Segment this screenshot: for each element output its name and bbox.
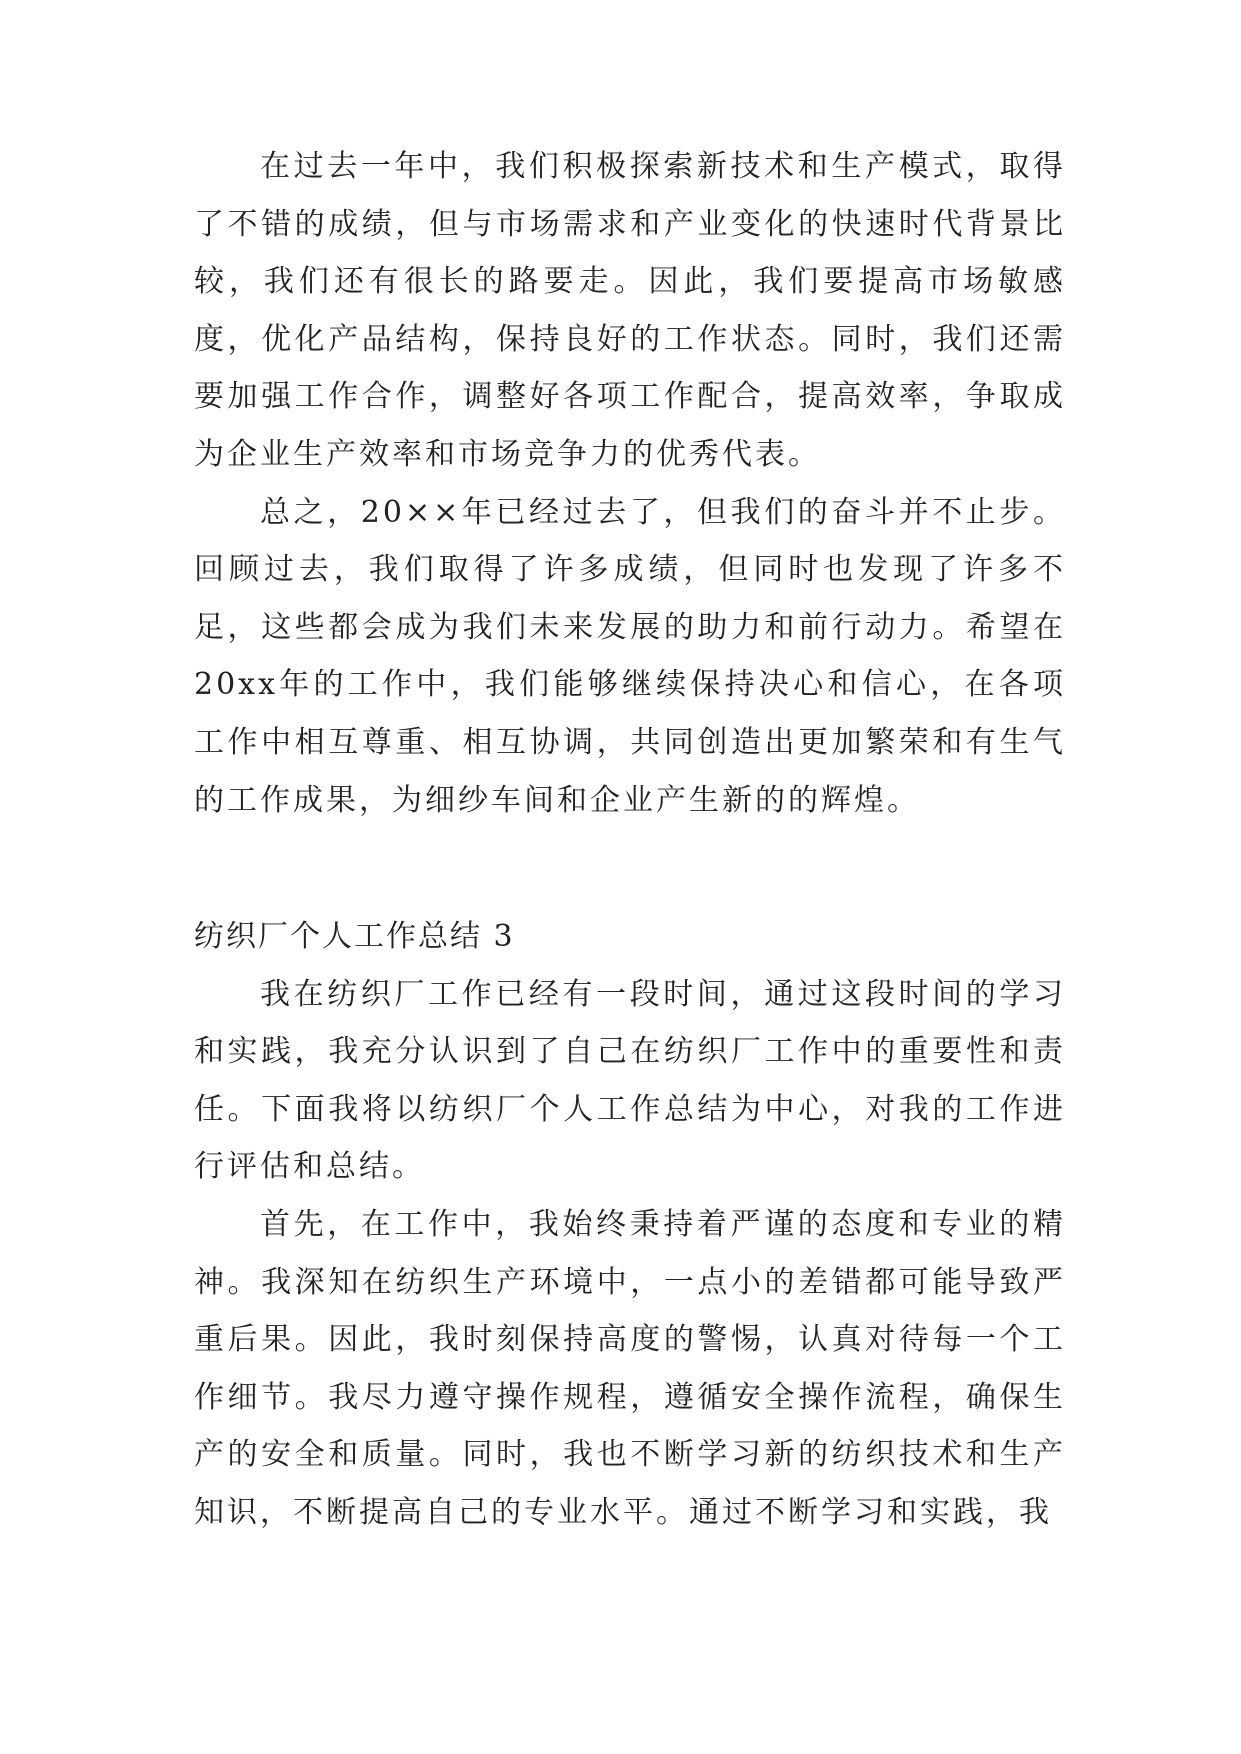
top-text-block <box>194 138 1066 829</box>
paragraph-attitude: 首先，在工作中，我始终秉持着严谨的态度和专业的精神。我深知在纺织生产环境中，一点小的差错都可能导致严重后果。因此，我时刻保持高度的警惕，认真对待每一个工作细节。我尽力遵守操作规程，遵循安全操作流程，确保生产的安全和质量。同时，我也不断学习新的纺织技术和生产知识，不断提高自己的专业水平。通过不断学习和实践，我 <box>194 1206 1066 1530</box>
bottom-text-block <box>194 908 1066 1542</box>
section-heading: 纺织厂个人工作总结 3 <box>194 919 515 954</box>
paragraph-introduction: 我在纺织厂工作已经有一段时间，通过这段时间的学习和实践，我充分认识到了自己在纺织厂工作中的重要性和责任。下面我将以纺织厂个人工作总结为中心，对我的工作进行评估和总结。 <box>194 976 1066 1185</box>
paragraph-conclusion: 总之，20××年已经过去了，但我们的奋斗并不止步。回顾过去，我们取得了许多成绩，但同时也发现了许多不足，这些都会成为我们未来发展的助力和前行动力。希望在20xx年的工作中，我们能够继续保持决心和信心，在各项工作中相互尊重、相互协调，共同创造出更加繁荣和有生气的工作成果，为细纱车间和企业产生新的的辉煌。 <box>194 494 1066 818</box>
paragraph-technology-progress: 在过去一年中，我们积极探索新技术和生产模式，取得了不错的成绩，但与市场需求和产业变化的快速时代背景比较，我们还有很长的路要走。因此，我们要提高市场敏感度，优化产品结构，保持良好的工作状态。同时，我们还需要加强工作合作，调整好各项工作配合，提高效率，争取成为企业生产效率和市场竞争力的优秀代表。 <box>194 149 1066 472</box>
